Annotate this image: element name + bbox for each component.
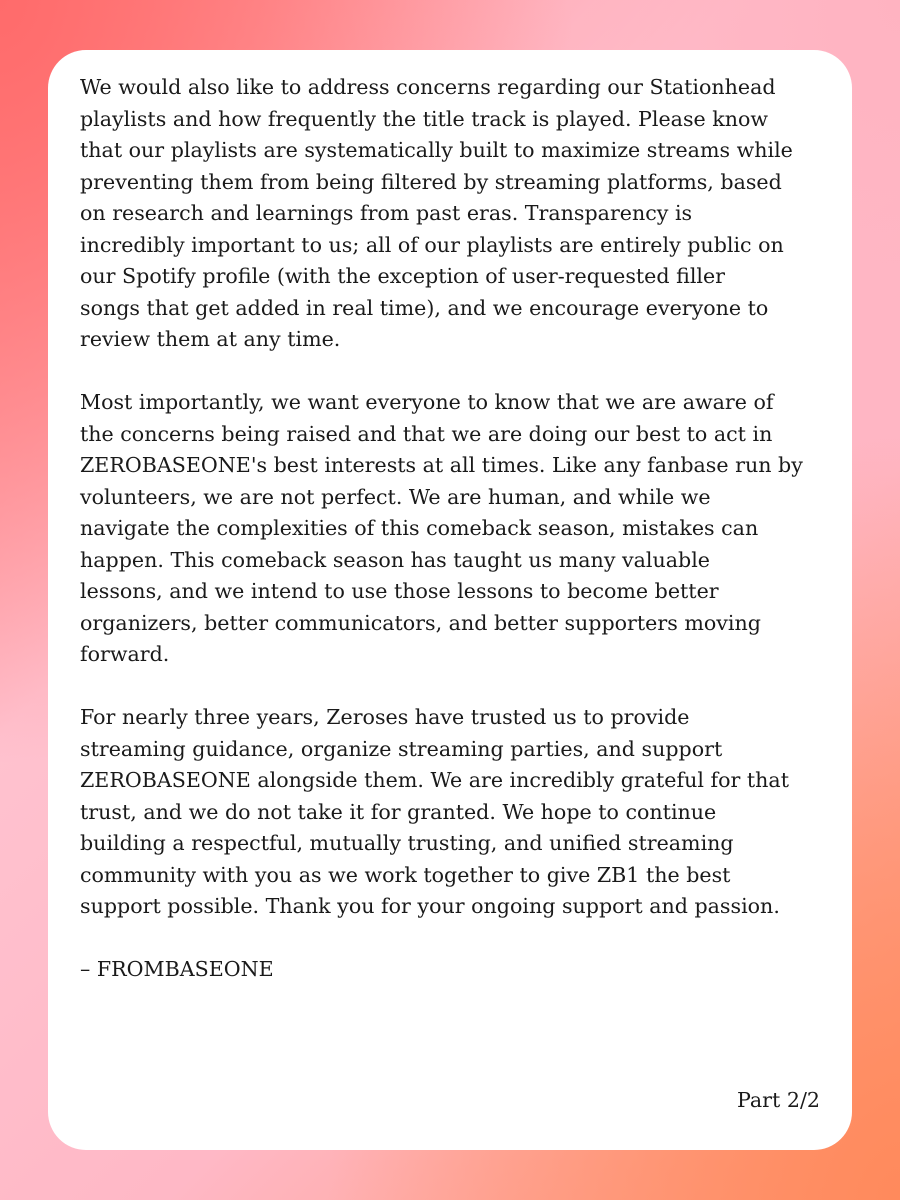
signature: – FROMBASEONE	[80, 957, 274, 981]
text-line: Most importantly, we want everyone to know that we are aware of	[80, 390, 774, 414]
text-line: the concerns being raised and that we are doing our best to act in	[80, 421, 773, 446]
paragraph-playlists	[80, 72, 822, 356]
paragraph-gratitude	[80, 702, 822, 923]
text-line: lessons, and we intend to use those lessons to become better	[80, 579, 719, 603]
text-line: We would also like to address concerns regarding our Stationhead	[80, 75, 776, 99]
text-line: streaming guidance, organize streaming parties, and support	[80, 736, 723, 761]
text-line: building a respectful, mutually trusting, and unified streaming	[80, 831, 734, 855]
statement-body	[80, 72, 822, 986]
text-line: incredibly important to us; all of our playlists are entirely public on	[80, 232, 784, 257]
text-line: on research and learnings from past eras. Transparency is	[80, 201, 693, 225]
text-line: forward.	[80, 642, 170, 666]
text-line: navigate the complexities of this comeback season, mistakes can	[80, 516, 759, 540]
text-line: our Spotify profile (with the exception of user-requested filler	[80, 264, 726, 288]
text-line: For nearly three years, Zeroses have trusted us to provide	[80, 705, 690, 729]
statement-card	[48, 50, 852, 1150]
text-line: community with you as we work together to give ZB1 the best	[80, 862, 731, 887]
text-line: playlists and how frequently the title track is played. Please know	[80, 106, 769, 131]
text-line: support possible. Thank you for your ongoing support and passion.	[80, 894, 780, 918]
text-line: ZEROBASEONE's best interests at all times. Like any fanbase run by	[80, 453, 803, 477]
text-line: songs that get added in real time), and we encourage everyone to	[80, 295, 769, 320]
text-line: review them at any time.	[80, 327, 341, 351]
text-line: trust, and we do not take it for granted. We hope to continue	[80, 799, 717, 824]
text-line: preventing them from being filtered by streaming platforms, based	[80, 169, 782, 194]
text-line: happen. This comeback season has taught us many valuable	[80, 547, 710, 572]
text-line: ZEROBASEONE alongside them. We are incredibly grateful for that	[80, 768, 789, 792]
page-indicator: Part 2/2	[736, 1088, 820, 1112]
text-line: volunteers, we are not perfect. We are human, and while we	[80, 484, 711, 509]
paragraph-concerns	[80, 387, 822, 671]
text-line: that our playlists are systematically built to maximize streams while	[80, 138, 793, 162]
text-line: organizers, better communicators, and better supporters moving	[80, 610, 761, 635]
